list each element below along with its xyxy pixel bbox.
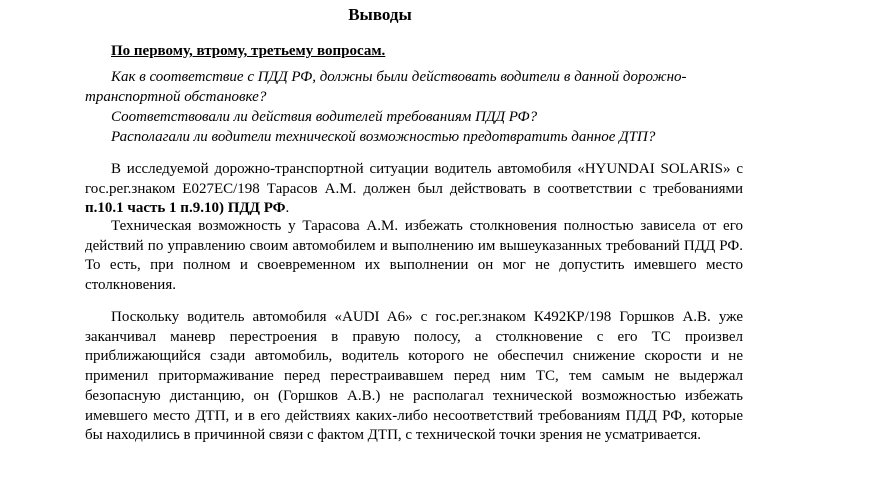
- question-1-line-1: Как в соответствие с ПДД РФ, должны были действовать водители в данной дорожно-: [111, 69, 687, 85]
- question-3: Располагали ли водители технической возможностью предотвратить данное ДТП?: [111, 129, 656, 145]
- paragraph-2: Техническая возможность у Тарасова А.М. избежать столкновения полностью зависела от его действий по управлению своим автомобилем и выполнению им вышеуказанных требований ПДД РФ. То есть, при полном и своевременном их выполнении он мог не допустить имевшего место столкновения.: [85, 218, 743, 294]
- conclusion-paragraph-1: [85, 160, 743, 219]
- paragraph-3: Поскольку водитель автомобиля «AUDI A6» с гос.рег.знаком К492КР/198 Горшков А.В. уже заканчивал маневр перестроения в правую полосу, а столкновение с его ТС произвел приближающийся сзади автомобиль, водитель которого не обеспечил снижение скорости и не применил притормаживание перед перестраивавшем перед ним ТС, тем самым не выдержал безопасную дистанцию, он (Горшков А.В.) не располагал технической возможностью избежать имевшего место ДТП, и в его действиях каких-либо несоответствий требованиям ПДД РФ, которые бы находились в причинной связи с фактом ДТП, с технической точки зрения не усматривается.: [85, 309, 743, 444]
- paragraph-1-text: В исследуемой дорожно-транспортной ситуации водитель автомобиля «HYUNDAI SOLARIS» с гос.рег.знаком Е027ЕС/198 Тарасов А.М. должен был действовать в соответствии с требованиями: [85, 161, 743, 197]
- question-1-line-2: транспортной обстановке?: [85, 89, 267, 105]
- conclusion-paragraph-3: [85, 308, 743, 446]
- paragraph-1-bold-reference: п.10.1 часть 1 п.9.10) ПДД РФ: [85, 200, 286, 217]
- questions-block: [85, 67, 750, 147]
- paragraph-1-end: .: [285, 200, 290, 217]
- page-title: Выводы: [348, 5, 412, 24]
- question-2: Соответствовали ли действия водителей требованиям ПДД РФ?: [111, 109, 538, 125]
- paragraph-1: [85, 160, 743, 219]
- section-subtitle: По первому, втрому, третьему вопросам.: [111, 43, 386, 59]
- conclusion-paragraph-2: [85, 217, 743, 296]
